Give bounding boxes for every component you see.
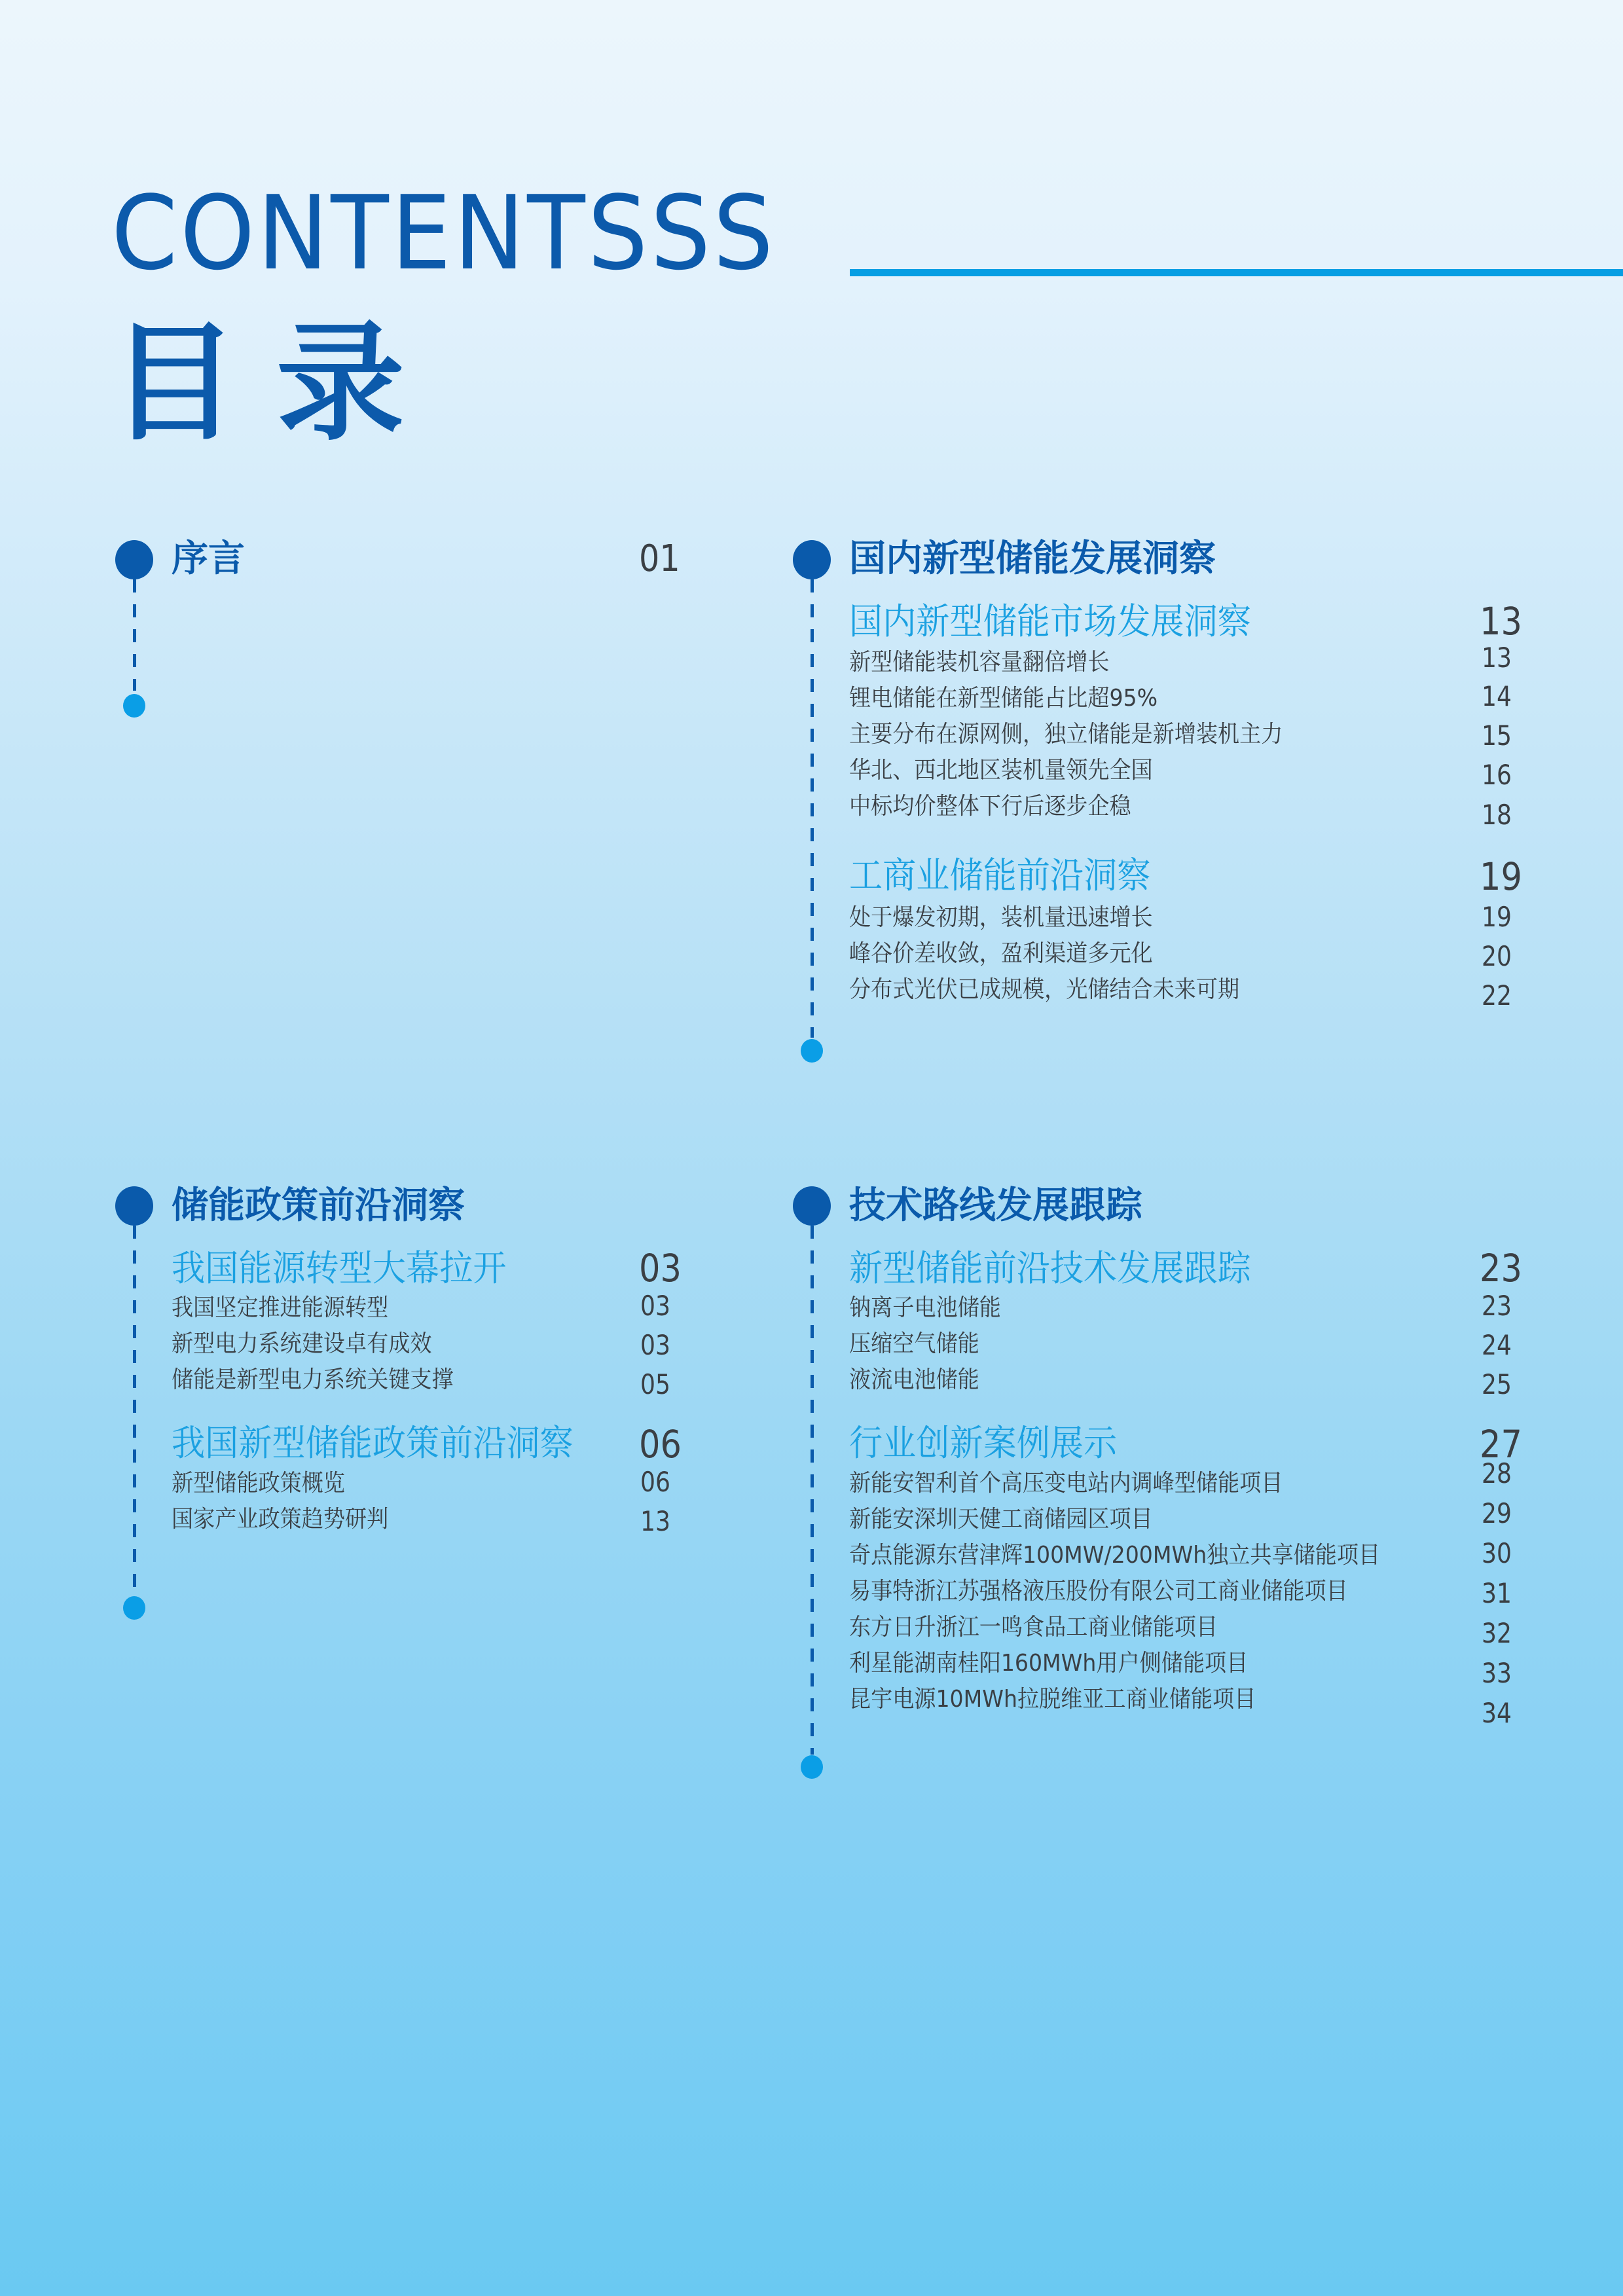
timeline-end-dot-icon [123,694,145,718]
timeline-dashed-line [133,1226,136,1595]
toc-item-page: 03 [640,1329,670,1361]
toc-item-page: 31 [1482,1577,1512,1609]
section-bullet-icon [793,1186,831,1226]
subsection-title[interactable]: 国内新型储能市场发展洞察 [849,600,1251,642]
subsection-page-number: 13 [1480,599,1522,644]
toc-item-page: 20 [1482,940,1512,972]
subsection-page-number: 06 [639,1422,682,1467]
subsection-title[interactable]: 行业创新案例展示 [849,1422,1118,1464]
toc-item[interactable]: 锂电储能在新型储能占比超95% [849,685,1158,712]
toc-item-page: 16 [1482,759,1512,791]
toc-item[interactable]: 主要分布在源网侧，独立储能是新增装机主力 [849,721,1283,748]
toc-item[interactable]: 中标均价整体下行后逐步企稳 [849,793,1131,820]
toc-item-page: 06 [640,1466,670,1498]
toc-item[interactable]: 储能是新型电力系统关键支撑 [172,1366,454,1393]
timeline-end-dot-icon [801,1039,823,1063]
toc-item[interactable]: 我国坚定推进能源转型 [172,1294,389,1321]
toc-item-page: 23 [1482,1290,1512,1322]
toc-item[interactable]: 东方日升浙江一鸣食品工商业储能项目 [849,1614,1218,1641]
toc-item-page: 28 [1482,1457,1512,1489]
toc-item[interactable]: 压缩空气储能 [849,1330,979,1357]
subsection-page-number: 27 [1480,1422,1522,1467]
title-english: CONTENTSSS [111,173,776,293]
section-page-number: 01 [639,538,680,580]
section-title[interactable]: 技术路线发展跟踪 [849,1184,1142,1227]
toc-item[interactable]: 新型储能装机容量翻倍增长 [849,649,1110,676]
timeline-end-dot-icon [123,1596,145,1620]
toc-item-page: 18 [1482,799,1512,831]
toc-item[interactable]: 新能安深圳天健工商储园区项目 [849,1506,1153,1533]
toc-item[interactable]: 钠离子电池储能 [849,1294,1001,1321]
toc-item[interactable]: 液流电池储能 [849,1366,979,1393]
section-bullet-icon [793,540,831,579]
toc-item[interactable]: 华北、西北地区装机量领先全国 [849,757,1153,784]
section-title[interactable]: 序言 [172,538,245,580]
toc-item-page: 22 [1482,979,1512,1011]
toc-item[interactable]: 新型电力系统建设卓有成效 [172,1330,432,1357]
toc-item-page: 03 [640,1290,670,1322]
header-rule-divider [850,269,1623,276]
toc-item[interactable]: 利星能湖南桂阳160MWh用户侧储能项目 [849,1650,1249,1677]
toc-item[interactable]: 分布式光伏已成规模，光储结合未来可期 [849,976,1240,1003]
section-title[interactable]: 国内新型储能发展洞察 [849,538,1216,580]
subsection-title[interactable]: 我国能源转型大幕拉开 [172,1247,507,1289]
toc-item-page: 24 [1482,1329,1512,1361]
toc-item-page: 05 [640,1368,670,1400]
title-chinese: 目录 [110,309,443,458]
subsection-page-number: 23 [1480,1246,1522,1290]
toc-item[interactable]: 峰谷价差收敛，盈利渠道多元化 [849,940,1153,967]
toc-item-page: 25 [1482,1368,1512,1400]
timeline-dashed-line [811,579,814,1038]
section-bullet-icon [115,540,153,579]
toc-item-page: 14 [1482,680,1512,712]
toc-item-page: 15 [1482,720,1512,752]
toc-item[interactable]: 昆宇电源10MWh拉脱维亚工商业储能项目 [849,1686,1256,1713]
toc-item-page: 13 [640,1505,670,1537]
section-bullet-icon [115,1186,153,1226]
toc-item-page: 32 [1482,1617,1512,1649]
toc-item[interactable]: 处于爆发初期，装机量迅速增长 [849,904,1153,931]
toc-item-page: 13 [1482,642,1512,674]
subsection-page-number: 03 [639,1246,682,1290]
toc-item-page: 33 [1482,1657,1512,1689]
section-title[interactable]: 储能政策前沿洞察 [172,1184,465,1227]
subsection-title[interactable]: 新型储能前沿技术发展跟踪 [849,1247,1251,1289]
timeline-dashed-line [811,1226,814,1755]
toc-item[interactable]: 易事特浙江苏强格液压股份有限公司工商业储能项目 [849,1578,1348,1605]
subsection-title[interactable]: 我国新型储能政策前沿洞察 [172,1422,574,1464]
toc-item[interactable]: 新型储能政策概览 [172,1470,345,1497]
subsection-title[interactable]: 工商业储能前沿洞察 [849,854,1151,896]
toc-item-page: 30 [1482,1537,1512,1569]
toc-item[interactable]: 国家产业政策趋势研判 [172,1506,389,1533]
toc-item-page: 29 [1482,1497,1512,1529]
subsection-page-number: 19 [1480,854,1522,899]
timeline-dashed-line [133,579,136,691]
toc-item-page: 19 [1482,901,1512,933]
toc-item-page: 34 [1482,1697,1512,1729]
timeline-end-dot-icon [801,1755,823,1779]
toc-item[interactable]: 新能安智利首个高压变电站内调峰型储能项目 [849,1470,1283,1497]
toc-item[interactable]: 奇点能源东营津辉100MW/200MWh独立共享储能项目 [849,1542,1381,1569]
